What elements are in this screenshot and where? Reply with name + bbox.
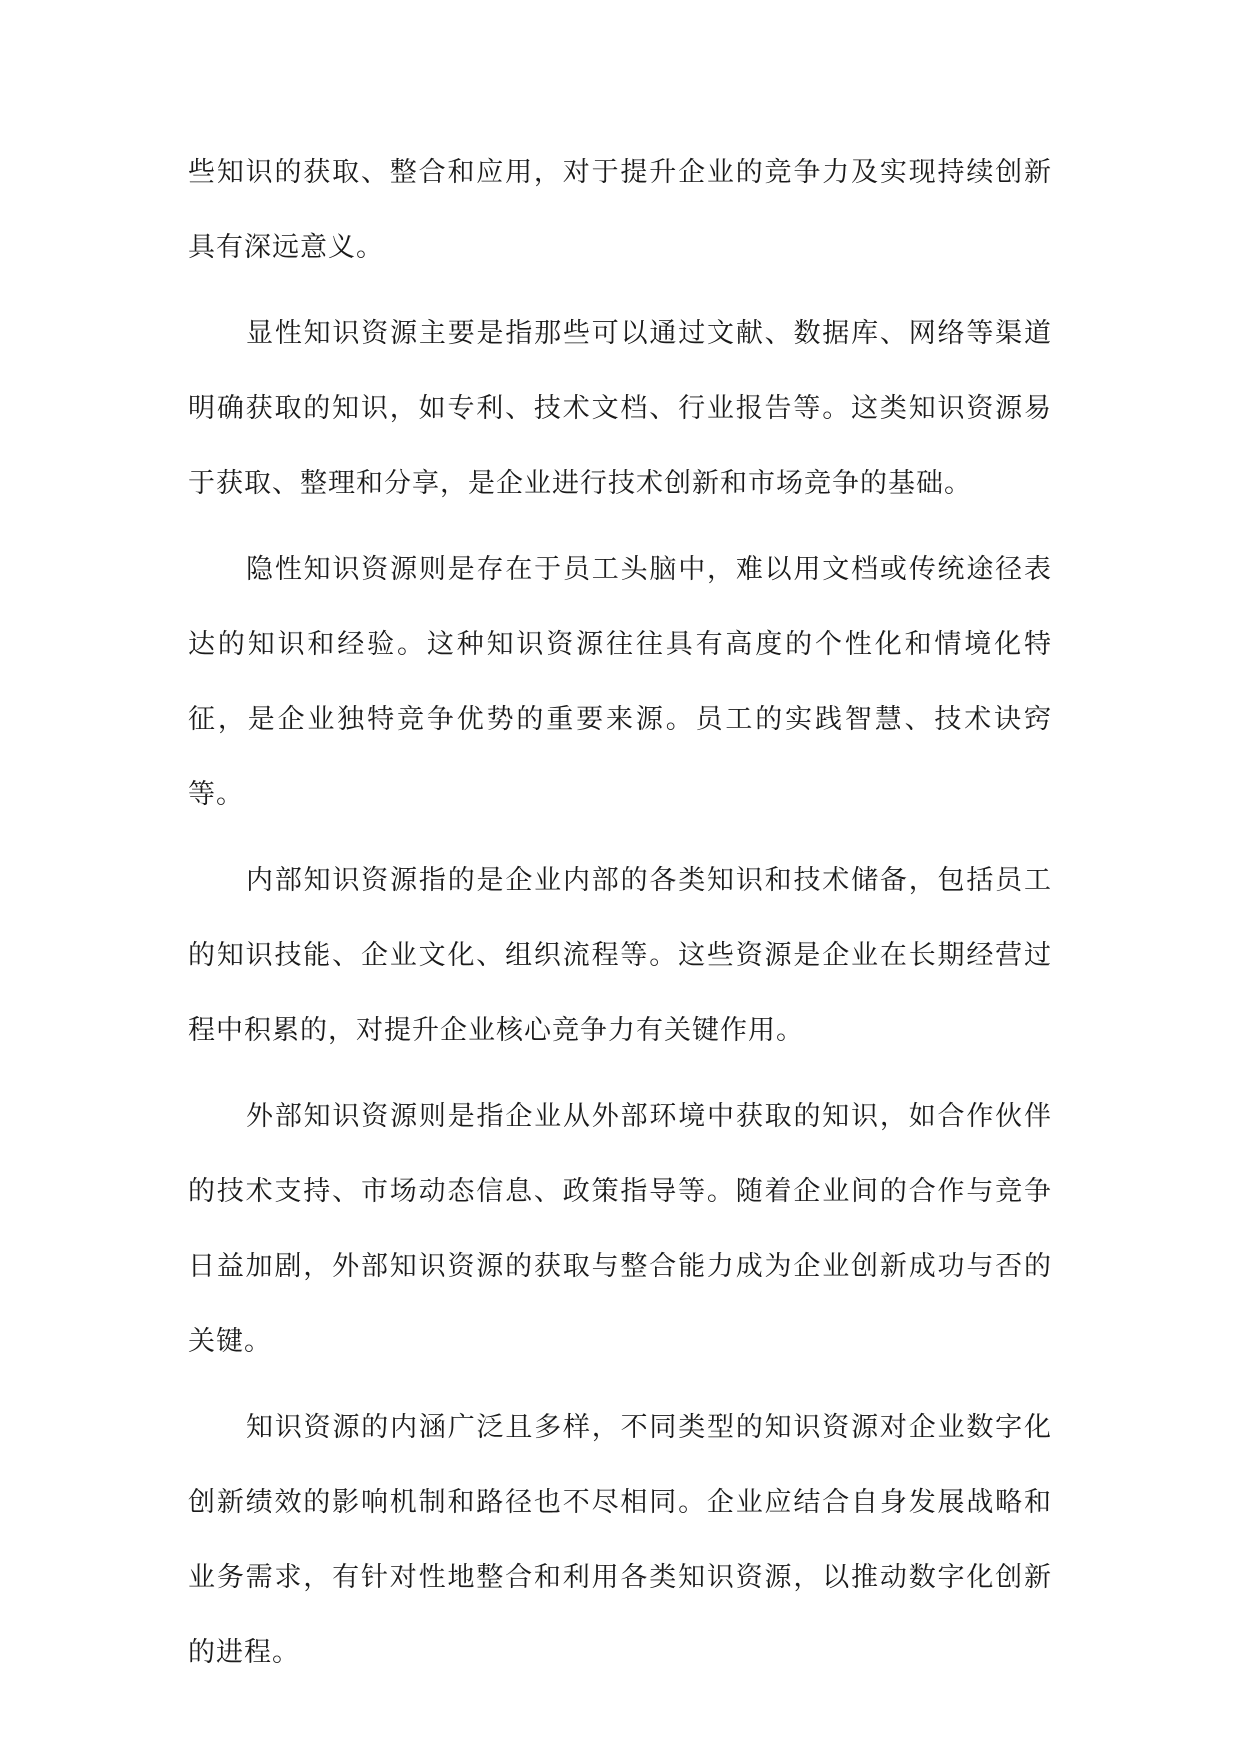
document-page [188, 135, 1052, 1701]
paragraph-internal-knowledge: 内部知识资源指的是企业内部的各类知识和技术储备，包括员工的知识技能、企业文化、组织流程等。这些资源是企业在长期经营过程中积累的，对提升企业核心竞争力有关键作用。 [188, 865, 1052, 1046]
paragraph-explicit-knowledge: 显性知识资源主要是指那些可以通过文献、数据库、网络等渠道明确获取的知识，如专利、技术文档、行业报告等。这类知识资源易于获取、整理和分享，是企业进行技术创新和市场竞争的基础。 [188, 318, 1052, 499]
paragraph-continuation: 些知识的获取、整合和应用，对于提升企业的竞争力及实现持续创新具有深远意义。 [188, 157, 1052, 263]
paragraph-tacit-knowledge: 隐性知识资源则是存在于员工头脑中，难以用文档或传统途径表达的知识和经验。这种知识资源往往具有高度的个性化和情境化特征，是企业独特竞争优势的重要来源。员工的实践智慧、技术诀窍等。 [188, 554, 1052, 810]
paragraph-external-knowledge: 外部知识资源则是指企业从外部环境中获取的知识，如合作伙伴的技术支持、市场动态信息、政策指导等。随着企业间的合作与竞争日益加剧，外部知识资源的获取与整合能力成为企业创新成功与否的关键。 [188, 1101, 1052, 1357]
paragraph-summary: 知识资源的内涵广泛且多样，不同类型的知识资源对企业数字化创新绩效的影响机制和路径也不尽相同。企业应结合自身发展战略和业务需求，有针对性地整合和利用各类知识资源，以推动数字化创新的进程。 [188, 1412, 1052, 1668]
